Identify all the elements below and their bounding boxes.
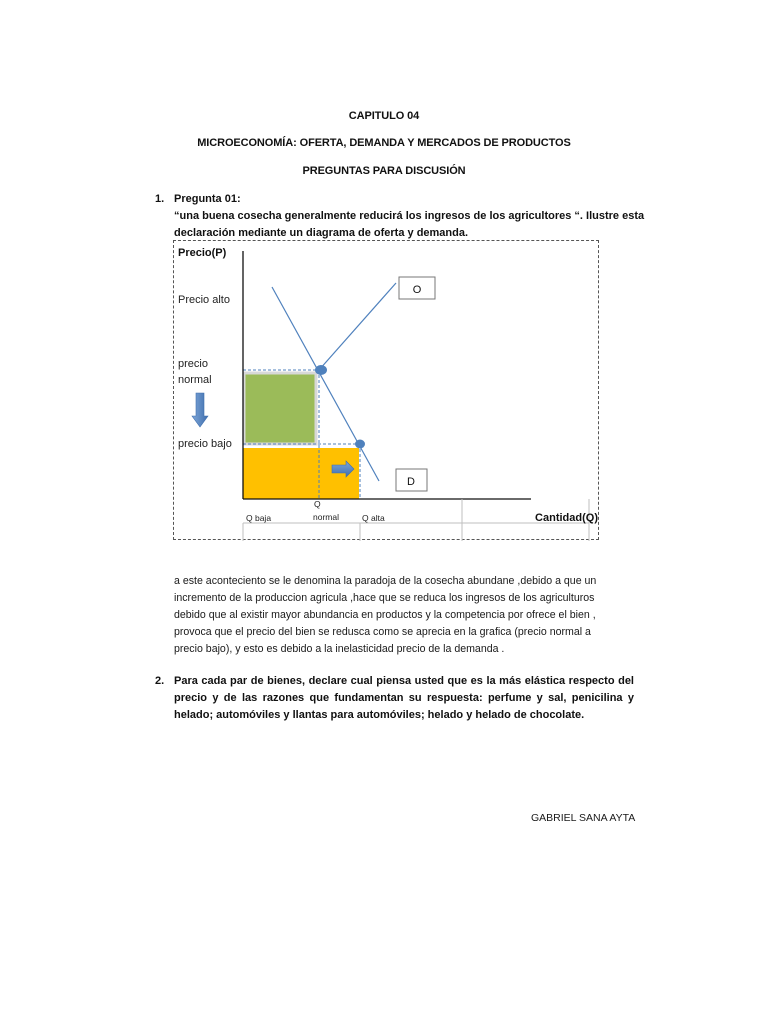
yellow-revenue-area bbox=[243, 448, 359, 499]
price-high-label: Precio alto bbox=[178, 294, 230, 306]
question-2-text bbox=[174, 673, 634, 724]
equilibrium-normal-point bbox=[315, 365, 327, 375]
answer-line: a este aconteciento se le denomina la paradoja de la cosecha abundane ,debido a que un bbox=[174, 575, 597, 587]
equilibrium-low-point bbox=[355, 440, 365, 449]
answer-line: precio bajo), y esto es debido a la inelasticidad precio de la demanda . bbox=[174, 643, 505, 655]
answer-line: debido que al existir mayor abundancia en productos y la competencia por ofrece el bien , bbox=[174, 609, 596, 621]
q-high-label: Q alta bbox=[362, 513, 385, 523]
price-low-label: precio bajo bbox=[178, 438, 232, 450]
q-normal-label-1: Q bbox=[314, 499, 321, 509]
q-normal-label-2: normal bbox=[313, 512, 339, 522]
q-low-label: Q baja bbox=[246, 513, 272, 523]
subject-title: MICROECONOMÍA: OFERTA, DEMANDA Y MERCADOS DE PRODUCTOS bbox=[197, 137, 571, 149]
chapter-title: CAPITULO 04 bbox=[348, 110, 420, 122]
question-1-line: “una buena cosecha generalmente reducirá los ingresos de los agricultores “. Ilustre esta bbox=[174, 210, 645, 222]
price-normal-label-1: precio bbox=[178, 358, 208, 370]
supply-curve bbox=[319, 283, 396, 370]
question-2-number: 2. bbox=[155, 675, 165, 687]
question-1-title: Pregunta 01: bbox=[174, 193, 241, 205]
answer-1-paragraph bbox=[174, 573, 638, 658]
question-2-line: precio y de las razones que fundamentan su respuesta: perfume y sal, penicilina y bbox=[174, 692, 634, 704]
down-arrow-icon bbox=[192, 393, 208, 427]
supply-label: O bbox=[412, 284, 422, 296]
green-revenue-area bbox=[244, 373, 316, 444]
diagram-canvas bbox=[174, 241, 600, 541]
answer-line: provoca que el precio del bien se redusca como se aprecia en la grafica (precio normal a bbox=[174, 626, 591, 638]
demand-label: D bbox=[407, 476, 415, 488]
answer-line: incremento de la produccion agricula ,hace que se reduca los ingresos de los agriculturos bbox=[174, 592, 595, 604]
question-2-line: Para cada par de bienes, declare cual piensa usted que es la más elástica respecto del bbox=[174, 675, 634, 687]
x-axis-label: Cantidad(Q) bbox=[535, 512, 598, 524]
author-name: GABRIEL SANA AYTA bbox=[531, 812, 636, 824]
question-2-line: helado; automóviles y llantas para automóviles; helado y helado de chocolate. bbox=[174, 709, 585, 721]
question-1-number: 1. bbox=[155, 193, 165, 205]
question-1-line: declaración mediante un diagrama de oferta y demanda. bbox=[174, 227, 469, 239]
section-title: PREGUNTAS PARA DISCUSIÓN bbox=[302, 165, 466, 177]
question-1-text bbox=[174, 208, 644, 242]
y-axis-label: Precio(P) bbox=[178, 247, 227, 259]
supply-demand-diagram bbox=[173, 240, 599, 540]
price-normal-label-2: normal bbox=[178, 374, 212, 386]
